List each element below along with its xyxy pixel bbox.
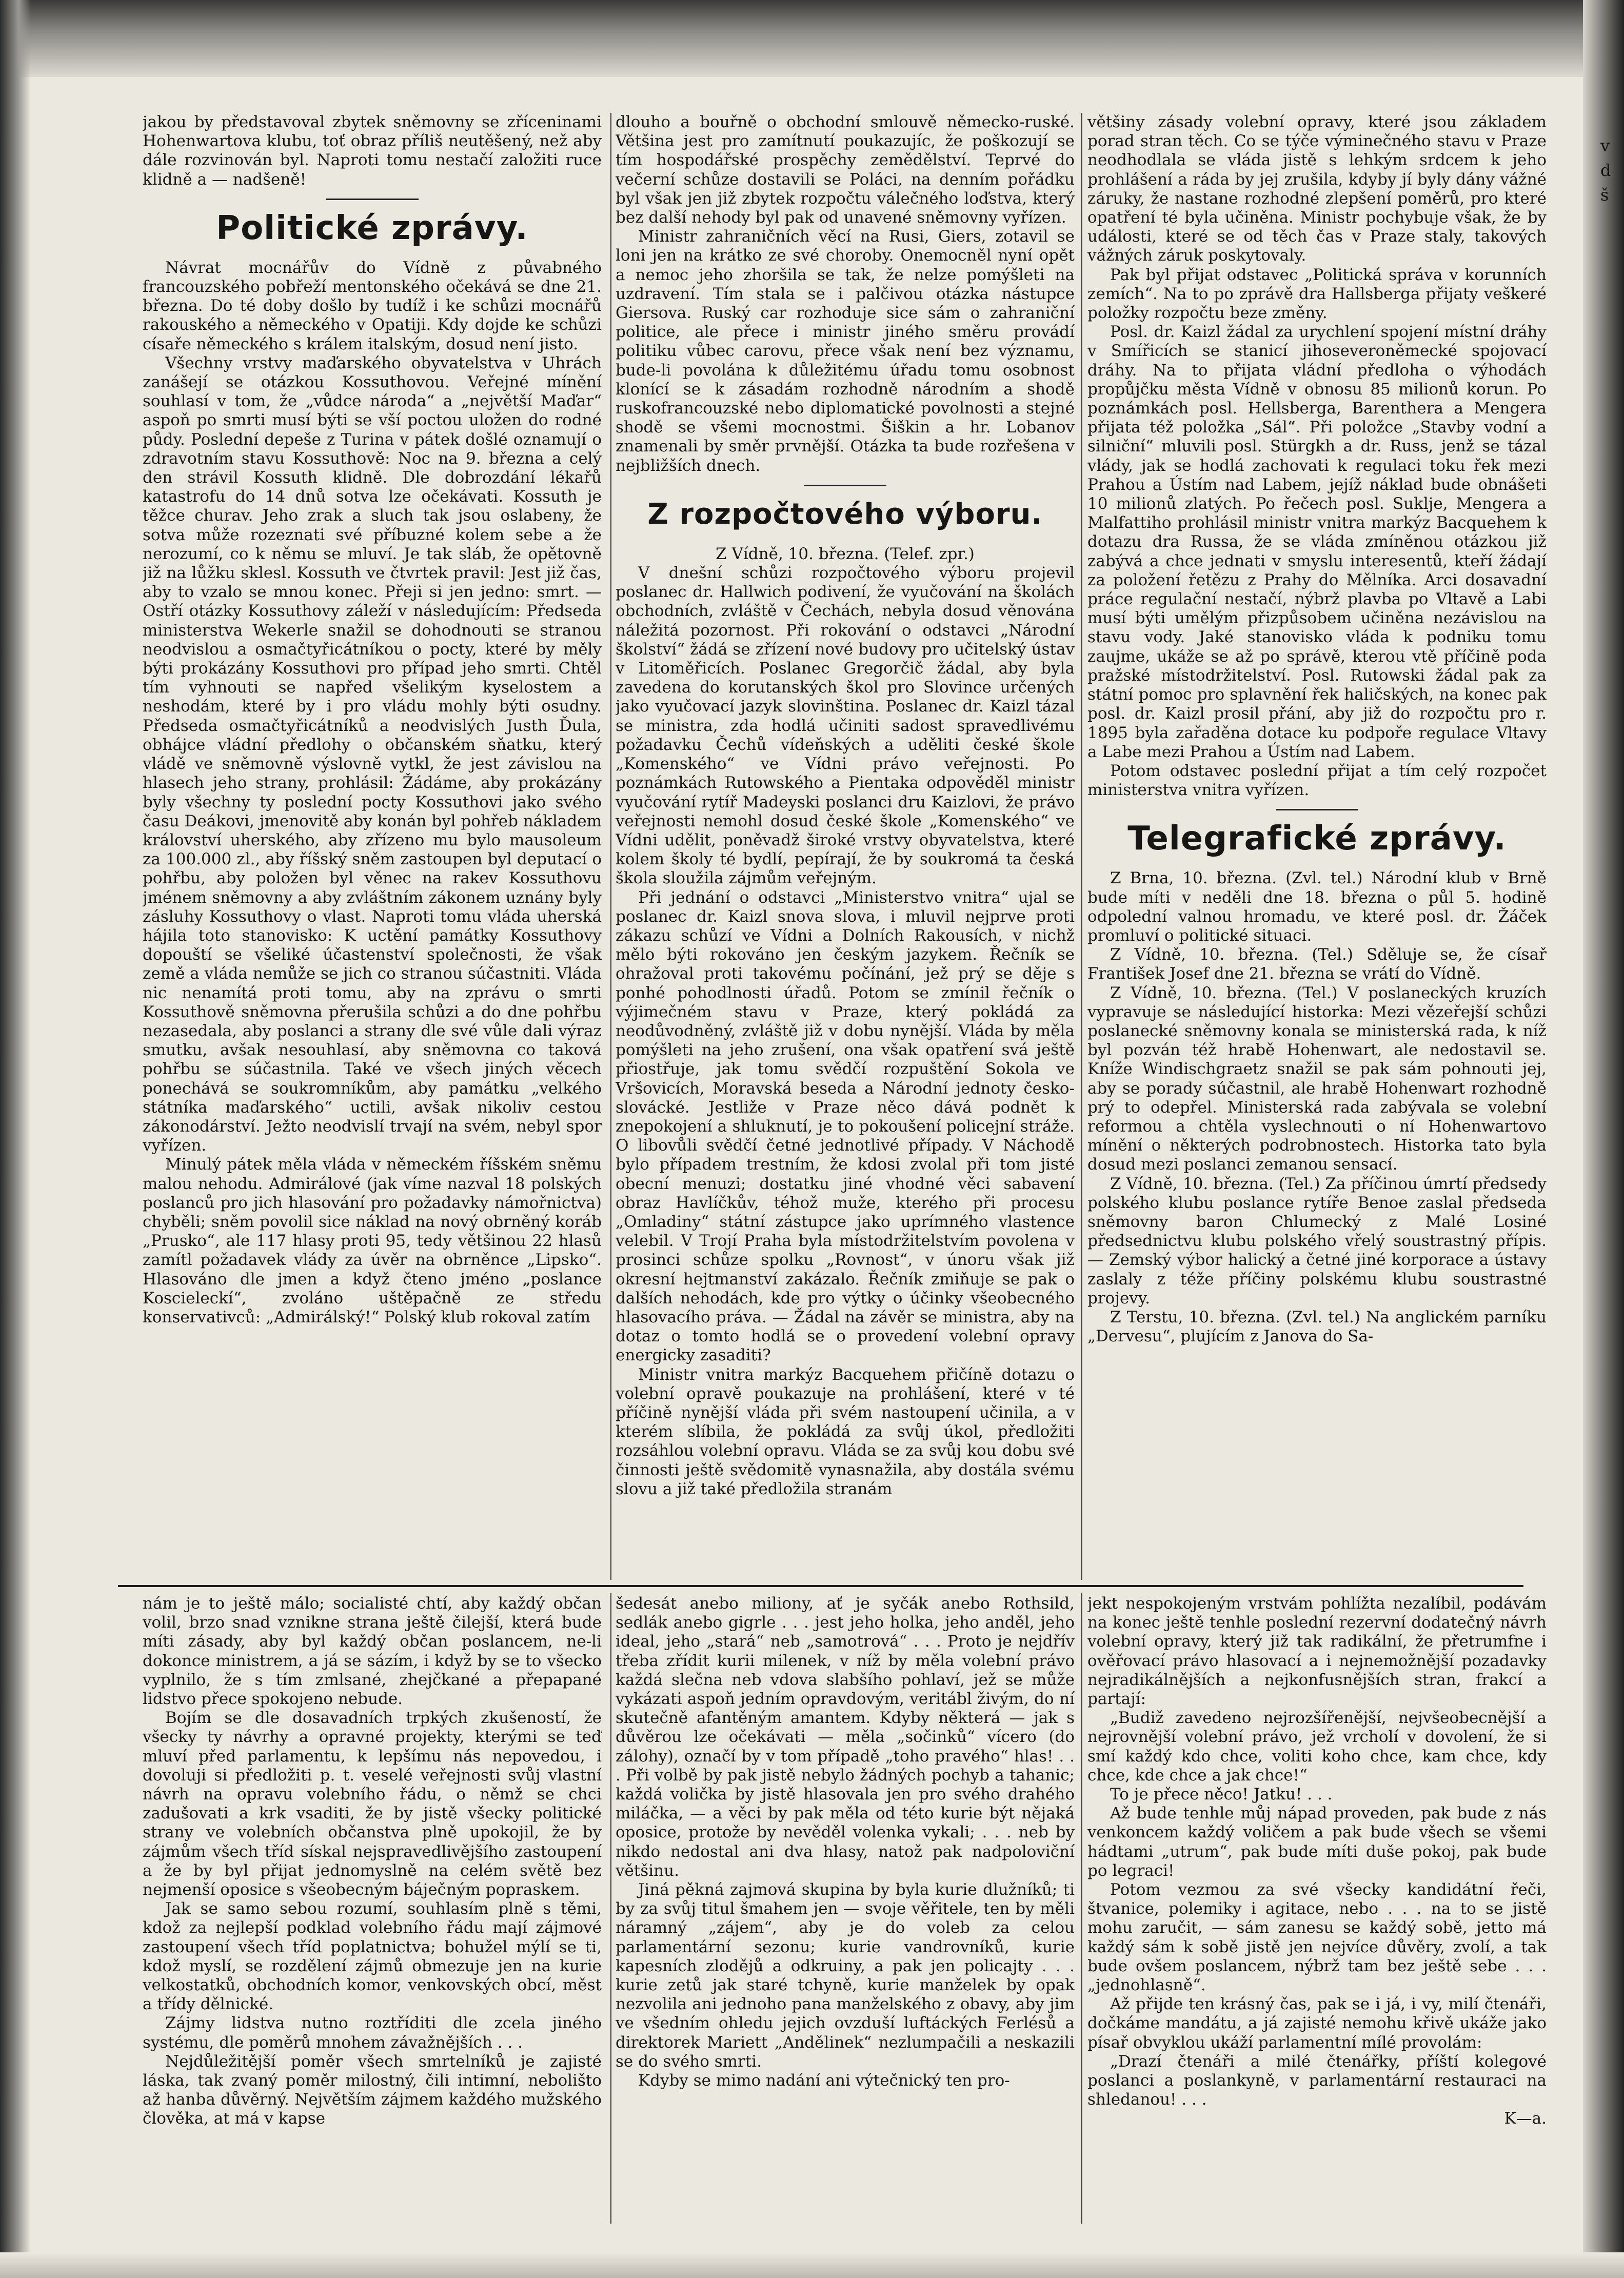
paragraph: Minulý pátek měla vláda v německém říšském sněmu malou nehodu. Admirálové (jak víme nazval 18 polských poslanců pro jich hlasování pro požadavky námořnictva) chyběli; sněm povolil sice náklad na nový obrněný koráb „Prusko“, ale 117 hlasy proti 95, tedy většinou 22 hlasů zamítl požadavek vlády za úvěr na obrněnce „Lipsko“. Hlasováno dle jmen a když čteno jméno „poslance Koscieleckí“, zvoláno uštěpačně ze středu konservativců: „Admirálský!“ Polský klub rokoval zatím <box>143 1155 602 1326</box>
paragraph: Při jednání o odstavci „Ministerstvo vnitra“ ujal se poslanec dr. Kaizl snova slova, i mluvil nejprve proti zákazu schůzí ve Vídni a Dolních Rakousích, v nichž mělo býti rokováno jen českým jazykem. Řečník se ohražoval proti takovému počínání, jež prý se děje s ponhé pohodlnosti úřadů. Potom se zmínil řečník o výjimečném stavu v Praze, který pokládá za neodůvodněný, zvláště již v dobu nynější. Vláda by měla pomýšleti na jeho zrušení, ona však opatření svá ještě přiostřuje, jak tomu svědčí rozpuštění Sokola ve Vršovicích, Moravská beseda a Národní jednoty česko-slovácké. Jestliže v Praze něco dává podnět k znepokojení a shluknutí, je to pokoušení policejní stráže. O libovůli svědčí četné jednotlivé případy. V Náchodě bylo případem trestním, že kdosi zvolal při tom jisté obecní menuzi; dostatku jiné vhodné věci sabavení obraz Havlíčkův, téhož muže, kterého při procesu „Omladiny“ státní zástupce jako uprímného vlastence velebil. V Trojí Praha byla místodržitelstvím povolena v prosinci schůze spolku „Rovnost“, v únoru však již okresní hejtmanství zakázalo. Řečník zmiňuje se pak o dalších nehodách, kde pro výtky o účinky všeobecného hlasovacího práva. — Žádal na závěr se ministra, aby na dotaz o tomto hodlá se o provedení volební opravy energicky zasaditi? <box>616 888 1075 1365</box>
feuilleton-column-2 <box>616 1594 1075 2225</box>
column-divider <box>610 113 611 1580</box>
paragraph: Jiná pěkná zajmová skupina by byla kurie dlužníků; ti by za svůj titul šmahem jen — svoje věřitele, ten by měli náramný „zájem“, aby je do voleb za celou parlamentární sezonu; kurie vandrovníků, kurie kapesních zlodějů a odkruiny, a pak jen policajty . . . kurie zetů jak staré tchyně, kurie manželek by opak nezvolila ani jednoho pana manželského z obavy, aby jim ve všedním ohledu jejich ovzduší luftáckých Ferlésů a direktorek Mariett „Andělinek“ nezlumpačili a neskazili se do svého smrti. <box>616 1880 1075 2071</box>
dateline: Z Vídně, 10. března. (Telef. zpr.) <box>716 544 975 563</box>
feuilleton-column-1 <box>143 1594 602 2225</box>
paragraph-intro: jakou by představoval zbytek sněmovny se zříceninami Hohenwartova klubu, toť obraz příliš neutěšený, než aby dále rozvinován byl. Naproti tomu nestačí založiti ruce klidně a — nadšeně! <box>143 113 602 189</box>
feuilleton-column-3 <box>1087 1594 1547 2225</box>
paragraph: Potom vezmou za své všecky kandidátní řeči, štvanice, polemiky i agitace, nebo . . . na to se jistě mohu zaručit, — sám zanesu se každý sobě, jetto má každý sám k sobě jistě jen nejvíce důvěry, zvolí, a tak bude ovšem poslancem, nýbrž tam bez ještě sebe . . . „jednohlasně“. <box>1087 1880 1547 1995</box>
adjacent-page-fragment: v d š <box>1600 136 1611 205</box>
paragraph-intro: dlouho a bouřně o obchodní smlouvě německo-ruské. Většina jest pro zamítnutí poukazujíc, že poškozují se tím hospodářské prospěchy zemědělství. Teprvé do večerní schůze dostavili se Poláci, na denním pořádku byl však jen již zbytek rozpočtu válečného loďstva, který bez další nehody byl pak od unavené sněmovny vyřízen. <box>616 113 1075 227</box>
section-heading-rozpoctovy-vybor: Z rozpočtového výboru. <box>647 497 1043 531</box>
paragraph: Posl. dr. Kaizl žádal za urychlení spojení místní dráhy v Smířicích se stanicí jihoseveroněmecké spojovací dráhy. Na to přijata vládní předloha o výhodách propůjčku města Vídně v obnosu 85 milionů korun. Po poznámkách posl. Hellsberga, Barentherа a Mengera přijata též položka „Sál“. Při položce „Stavby vodní a silniční“ mluvili posl. Stürgkh a dr. Russ, jenž se tázal vlády, jak se hodlá zachovati k regulaci toku řek mezi Prahou a Ústím nad Labem, jejíž náklad bude obnášeti 10 milionů zlatých. Po řečech posl. Suklje, Mengera a Malfattiho prohlásil ministr vnitra markýz Bacquehem k dotazu dra Russa, že se vláda zmíněnou otázkou již zabývá a chce jednati v smyslu interesentů, kteří žádají za položení řetězu z Prahy do Mělníka. Arci dosavadní práce regulační nestačí, nýbrž plavba po Vltavě a Labi musí býti umělým přizpůsobem učiněna nezávislou na stavu vody. Jaké stanovisko vláda k podniku tomu zaujme, ukáže se až po správě, kterou vtě příčině poda pražské místodržitelství. Posl. Rutowski žádal pak za státní pomoc pro splavnění řek haličských, na konec pak posl. dr. Kaizl prosil přání, aby již do rozpočtu pro r. 1895 byla zařaděna dotace ku podpoře regulace Vltavy a Labe mezi Prahou a Ústím nad Labem. <box>1087 323 1547 761</box>
paragraph: Kdyby se mimo nadání ani výtečnický ten pro- <box>638 2071 1010 2090</box>
paragraph: Zájmy lidstva nutno roztříditi dle zcela jiného systému, dle poměrů mnohem závažnějších . . . <box>143 2014 602 2052</box>
paragraph: Ministr vnitra markýz Bacquehem přičíně dotazu o volební opravě poukazuje na prohlášení, které v té příčině nynější vláda při svém nastoupení učinila, a v kterém slíbila, že pokládá za svůj úkol, předložiti rozsáhlou volební opravu. Vláda se za svůj kou dobu své činnosti ještě svědomitě vynasnažila, aby dostála svému slovu a již také předložila stranám <box>616 1365 1075 1498</box>
paragraph: Všechny vrstvy maďarského obyvatelstva v Uhrách zanášejí se otázkou Kossuthovou. Veřejné mínění souhlasí v tom, že „vůdce národa“ a „největší Maďar“ aspoň po smrti musí býti se vší poctou uložen do rodné půdy. Poslední depeše z Turina v pátek došlé oznamují o zdravotním stavu Kossuthově: Noc na 9. března a celý den strávil Kossuth klidně. Dle dobrozdání lékařů katastrofu do 14 dnů sotva lze očekávati. Kossuth je těžce churav. Jeho zrak a sluch tak jsou oslabeny, že sotva může rozeznati své příbuzné kolem sebe a že nerozumí, co k němu se mluví. Je tak sláb, že opětovně již na lůžku sklesl. Kossuth ve čtvrtek pravil: Jest již čas, aby to vzalo se mnou konec. Přeji si jen jedno: smrt. — Ostří otázky Kossuthovy záleží v následujícím: Předseda ministerstva Wekerle snažil se dohodnouti se stranou neodvislou a osmačtyřicátníkou o pocty, které by měly býti prokázány Kossuthovi pro případ jeho smrti. Chtěl tím vyhnouti se napřed všelikým kyselostem a neshodám, které by i pro vládu mohly býti osudny. Předseda osmačtyřicátníků a neodvislých Justh Ďula, obhájce vládní předlohy o občanském sňatku, který vládě ve sněmovně výslovně vytkl, že jest závislou na hlasech jeho strany, prohlásil: Žádáme, aby prokázány byly všechny ty poslední pocty Kossuthovi jako svého času Deákovi, jmenovitě aby konán byl pohřeb nákladem království uherského, aby zřízeno mu bylo mausoleum za 100.000 zl., aby říšský sněm zastoupen byl deputací o pohřbu, aby položen byl věnec na rakev Kossuthovu jménem sněmovny a aby zvláštním zákonem uznány byly zásluhy Kossuthovy o vlast. Naproti tomu vláda uherská hájila toto stanovisko: K uctění památky Kossuthovy dopouští se všeliké účastenství společnosti, že však země a vláda nemůže se jich co stranou súčastniti. Vláda nic nenamítá proti tomu, aby na zprávu o smrti Kossuthově sněmovna přerušila schůzi a do dne pohřbu nezasedala, aby poslanci a strany dle své vůle dali výraz smutku, avšak nesouhlasí, aby sněmovna co taková pohřbu se súčastnila. Také ve všech jiných věcech ponechává se soukromníkům, aby památku „velkého státníka maďarského“ uctili, avšak nikoliv cestou zákonodárství. Ježto neodvislí trvají na svém, nebyl spor vyřízen. <box>143 353 602 1155</box>
scan-right-edge <box>1583 0 1624 2278</box>
paragraph: Ministr zahraničních věcí na Rusi, Giers, zotavil se loni jen na krátko ze své choroby. Onemocněl nyní opět a nemoc jeho zhoršila se tak, že nelze pomýšleti na uzdravení. Tím stala se i palčivou otázka nástupce Giersova. Ruský car rozhoduje sice sám o zahraniční politice, ale přece i ministr jiného směru provádí politiku vůbec carovu, přece však není bez významu, bude-li povolána k důležitému úřadu tomu osobnost klonící se k zásadám rozhodně národním a shodě ruskofrancouzské nebo diplomatické povolnosti a stejné shodě se všemi mocnostmi. Šiškin a hr. Lobanov znamenali by směr prvnější. Otázka ta bude rozřešena v nejbližších dnech. <box>616 227 1075 475</box>
paragraph: Jak se samo sebou rozumí, souhlasím plně s těmi, kdož za nejlepší podklad volebního řádu mají zájmové zastoupení všech tříd poplatnictva; bohužel mýlí se ti, kdož myslí, se rozdělení zájmů obmezuje jen na kurie velkostatků, obchodních komor, venkovských obcí, měst a třídy dělnické. <box>143 1899 602 2014</box>
section-heading-telegraficke-zpravy: Telegrafické zprávy. <box>1127 820 1507 858</box>
section-rule <box>326 199 419 200</box>
paragraph: nám je to ještě málo; socialisté chtí, aby každý občan volil, brzo snad vznikne strana ještě čilejší, která bude míti zásady, aby byl každý občan poslancem, ne-li dokonce ministrem, a já se sázím, i když by se to všecko vyplnilo, že s tím zmlsané, zhejčkané a přepapané lidstvo přece spokojeno nebude. <box>143 1594 602 1709</box>
paragraph: V dnešní schůzi rozpočtového výboru projevil poslanec dr. Hallwich podivení, že vyučování na školách obchodních, zvláště v Čechách, nebyla dosud věnována náležitá pozornost. Při rokování o odstavci „Národní školství“ žádá se zřízení nové budovy pro učitelský ústav v Litoměřicích. Poslanec Gregorčič žádal, aby byla zavedena do korutanských škol pro Slovince určených jako vyučovací jazyk slovinština. Poslanec dr. Kaizl tázal se ministra, zda hodlá učiniti sadost spravedlivému požadavku Čechů vídeňských a uděliti české škole „Komenského“ ve Vídni právo veřejnosti. Po poznámkách Rutowského a Pientaka odpověděl ministr vyučování rytíř Madeyski poslanci dru Kaizlovi, že právo veřejnosti nemohl dosud české škole „Komenského“ ve Vídni udělit, poněvadž široké vrstvy obyvatelstva, které kolem školy té bydlí, pepírají, že by soukromá ta česká škola sloužila zájmům veřejným. <box>616 564 1075 888</box>
section-heading-politicke-zpravy: Politické zprávy. <box>216 209 528 247</box>
telegram: Z Terstu, 10. března. (Zvl. tel.) Na anglickém parníku „Dervesu“, plujícím z Janova do Sa- <box>1087 1308 1547 1346</box>
paragraph: Návrat mocnářův do Vídně z půvabného francouzského pobřeží mentonského očekává se dne 21. března. Do té doby došlo by tudíž i ke schůzi mocnářů rakouského a německého v Opatiji. Kdy dojde ke schůzi císaře německého s králem italským, dosud není jisto. <box>143 258 602 353</box>
paragraph: Až přijde ten krásný čas, pak se i já, i vy, milí čtenáři, dočkáme mandátu, a já zajisté nemohu křivě ukáže jako písař obvyklou ukáží parlamentní mílé provolám: <box>1087 1995 1547 2052</box>
section-rule <box>1276 809 1358 810</box>
telegram: Z Vídně, 10. března. (Tel.) Sděluje se, že císař František Josef dne 21. března se vrátí do Vídně. <box>1087 945 1547 983</box>
column-divider <box>1081 113 1082 1580</box>
paragraph: Potom odstavec poslední přijat a tím celý rozpočet ministerstva vnitra vyřízen. <box>1087 761 1547 800</box>
column-divider <box>610 1593 611 2224</box>
feuilleton-separator <box>118 1585 1523 1587</box>
telegram: Z Vídně, 10. března. (Tel.) V poslaneckých kruzích vypravuje se následující historka: Mezi vězeřejší schůzi poslanecké sněmovny konala se ministerská rada, k níž byl pozván též hrabě Hohenwart, ale nedostavil se. Kníže Windischgraetz snažil se pak sám pohnouti jej, aby se porady súčastnil, ale hrabě Hohenwart rozhodně prý to odepřel. Ministerská rada zabývala se volební reformou a chtěla vyslechnouti o ní Hohenwartovo mínění o některých podrobnostech. Historka tato byla dosud mezi poslanci zemanou sensací. <box>1087 983 1547 1174</box>
paragraph: Bojím se dle dosavadních trpkých zkušeností, že všecky ty návrhy a opravné projekty, kterými se teď mluví před parlamentu, k lepšímu nás nepovedou, i dovoluji si předložiti p. t. veselé veřejnosti svůj vlastní návrh na opravu volebního řádu, o němž se chci zadušovati a krk vsaditi, že by jistě všecky politické strany ve volebních občanstva plně upokojil, že by zájmům všech tříd sískal nejspravedlivějšího zastoupení a že by byl přijat jednomyslně na celém světě bez nejmenší oposice s všeobecným báječným popraskem. <box>143 1709 602 1899</box>
signature: K—a. <box>1504 2109 1547 2128</box>
scan-top-edge <box>0 0 1624 77</box>
column-3 <box>1087 113 1547 1580</box>
paragraph: To je přece něco! Jatku! . . . <box>1110 1785 1333 1804</box>
paragraph: „Drazí čtenáři a milé čtenářky, příští kolegové poslanci a poslankyně, v parlamentární restauraci na shledanou! . . . <box>1087 2052 1547 2109</box>
paragraph: Až bude tenhle můj nápad proveden, pak bude z nás venkoncem každý voličem a pak bude všech se všemi hádtami „utrum“, pak bude míti duše pokoj, pak bude po legraci! <box>1087 1804 1547 1880</box>
paragraph: Nejdůležitější poměr všech smrtelníků je zajisté láska, tak zvaný poměr milostný, čili intimní, nebolišto až hanba důvěrný. Největším zájmem každého mužského člověka, at má v kapse <box>143 2052 602 2128</box>
paragraph: šedesát anebo miliony, ať je syčák anebo Rothsild, sedlák anebo gigrle . . . jest jeho holka, jeho anděl, jeho ideal, jeho „stará“ neb „samotrová“ . . . Proto je nejdřív třeba zřídit kurii milenek, v níž by měla volební právo každá slečna neb vdova slabšího pohlaví, jež se může vykázati aspoň jedním opravdovým, veritábl živým, do ní skutečně afantěným amantem. Kdyby některá — jak s důvěrou lze očekávati — měla „sočinků“ vícero (do zálohy), označí by v tom případě „toho pravého“ hlas! . . . Při volbě by pak jistě nebylo žádných pochyb a tahanic; každá volička by jistě hlasovala jen pro svého drahého miláčka, — a věci by pak měla od této kurie být nějaká oposice, protože by nevěděl volenka vykali; . . . neb by nikdo nedostal ani dva hlasy, natož pak nadpoloviční většinu. <box>616 1594 1075 1880</box>
column-divider <box>1081 1593 1082 2224</box>
scan-bottom-edge <box>0 2252 1624 2278</box>
telegram: Z Vídně, 10. března. (Tel.) Za příčinou úmrtí předsedy polského klubu poslance rytíře Benoe zaslal předseda sněmovny baron Chlumecký z Malé Losiné předsednictvu klubu polského vřelý soustrastný přípis. — Zemský výbor halický a četné jiné korporace a ústavy zaslaly z téže příčiny polskému klubu soustrastné projevy. <box>1087 1174 1547 1308</box>
column-1 <box>143 113 602 1580</box>
paragraph: jekt nespokojeným vrstvám pohlížta nezalíbil, podávám na konec ještě tenhle poslední rezervní dodatečný návrh volební opravy, který již tak radikální, že přetrumfne i ověřovací právo hlasovací a i nejnemožnější pozadavky nejradikálnějších a nejkonfusnějších stran, frakcí a partají: <box>1087 1594 1547 1709</box>
paragraph-intro: většiny zásady volební opravy, které jsou základem porad stran těch. Co se týče výminečného stavu v Praze neodhodlala se vláda jistě s lehkým srdcem k jeho prohlášení a ráda by jej zrušila, kdyby jí byly dány vážné záruky, že nastane rozhodné zlepšení poměrů, pro které opatření té byla učiněna. Ministr pochybuje však, že by události, které se od těch čas v Praze staly, takových vážných záruk poskytovaly. <box>1087 113 1547 265</box>
paragraph: „Budiž zavedeno nejrozšířenější, nejvšeobecnější a nejrovnější volební právo, jež vrcholí v dovolení, že si smí každý kdo chce, voliti koho chce, kam chce, kdy chce, kde chce a jak chce!“ <box>1087 1709 1547 1785</box>
scan-left-edge <box>0 0 31 2278</box>
paragraph: Pak byl přijat odstavec „Politická správa v korunních zemích“. Na to po zprávě dra Hallsberga přijaty veškeré položky rozpočtu beze změny. <box>1087 265 1547 323</box>
section-rule <box>804 485 886 486</box>
column-2 <box>616 113 1075 1580</box>
telegram: Z Brna, 10. března. (Zvl. tel.) Národní klub v Brně bude míti v neděli dne 18. března o půl 5. hodině odpolední valnou hromadu, ve které posl. dr. Žáček promluví o politické situaci. <box>1087 869 1547 945</box>
